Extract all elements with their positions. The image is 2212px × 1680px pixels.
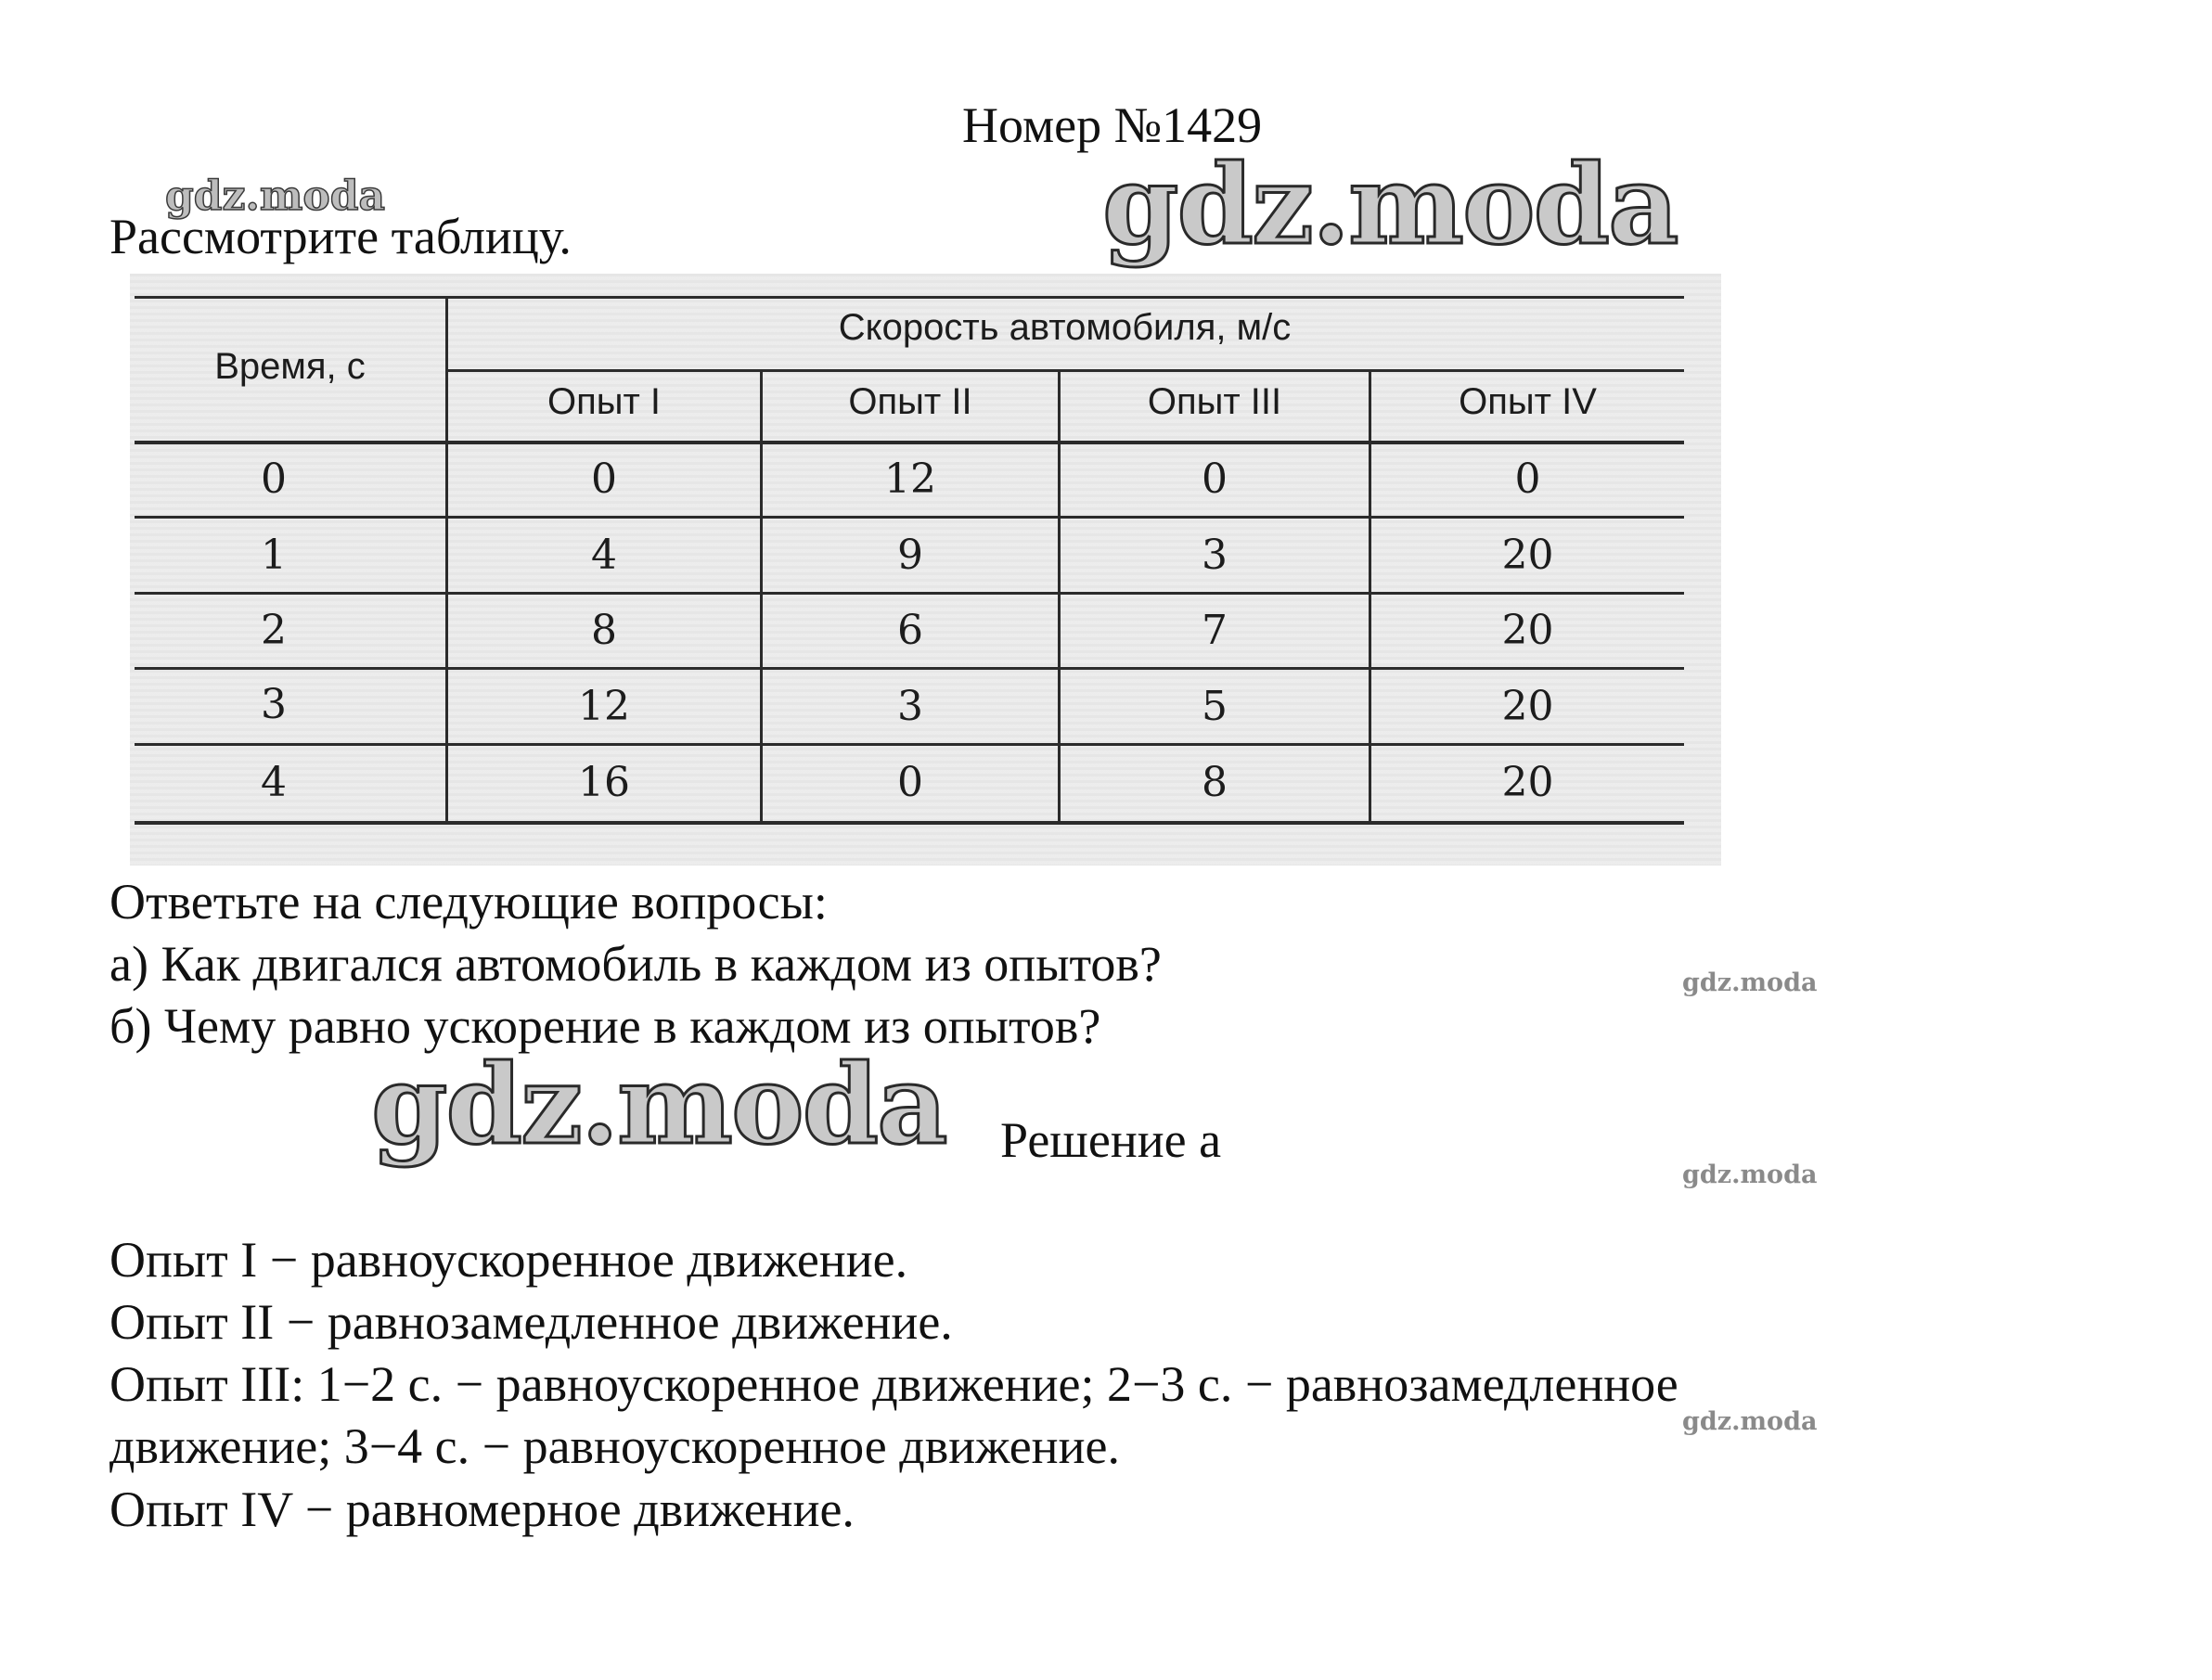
- table-cell: 20: [1501, 759, 1554, 806]
- table-cell: 9: [897, 532, 923, 579]
- experiment-header: Опыт III: [1147, 381, 1282, 422]
- experiment-header: Опыт II: [848, 381, 972, 422]
- table-cell: 0: [1514, 455, 1541, 503]
- table-cell: 3: [897, 683, 923, 730]
- table-rule: [135, 516, 1684, 519]
- table-rule: [445, 369, 1684, 372]
- solution-title: Решение а: [1000, 1112, 1222, 1168]
- watermark-logo: gdz.moda: [1682, 1161, 1818, 1189]
- experiment-header: Опыт I: [547, 381, 662, 422]
- questions-header: Ответьте на следующие вопросы:: [109, 874, 828, 930]
- table-rule: [135, 743, 1684, 746]
- table-rule: [1369, 369, 1371, 825]
- solution-line: Опыт II − равнозамедленное движение.: [109, 1294, 953, 1350]
- table-cell: 6: [897, 607, 923, 654]
- scanned-table: [130, 274, 1721, 866]
- table-rule: [135, 821, 1684, 825]
- table-cell: 0: [591, 455, 617, 503]
- question-a: а) Как двигался автомобиль в каждом из опытов?: [109, 936, 1162, 992]
- table-cell: 12: [884, 455, 936, 503]
- table-cell: 5: [1202, 683, 1228, 730]
- table-cell: 0: [897, 759, 923, 806]
- table-cell-time: 2: [261, 607, 287, 654]
- question-b: б) Чему равно ускорение в каждом из опытов?: [109, 998, 1101, 1054]
- table-rule: [135, 441, 1684, 444]
- table-rule: [760, 369, 763, 825]
- solution-line: Опыт IV − равномерное движение.: [109, 1481, 855, 1537]
- solution-line: движение; 3−4 с. − равноускоренное движение.: [109, 1418, 1120, 1474]
- table-cell: 20: [1501, 607, 1554, 654]
- table-rule: [135, 667, 1684, 670]
- table-cell: 12: [578, 683, 630, 730]
- table-rule: [1058, 369, 1061, 825]
- watermark-logo: gdz.moda: [371, 1040, 946, 1169]
- table-cell: 8: [591, 607, 617, 654]
- watermark-logo: gdz.moda: [1682, 1407, 1818, 1436]
- table-cell: 7: [1202, 607, 1228, 654]
- solution-line: Опыт I − равноускоренное движение.: [109, 1232, 908, 1288]
- time-header: Время, с: [214, 346, 366, 387]
- watermark-logo: gdz.moda: [165, 173, 386, 220]
- table-rule: [135, 296, 1684, 299]
- watermark-logo: gdz.moda: [1682, 968, 1818, 997]
- table-cell: 20: [1501, 683, 1554, 730]
- intro-text: Рассмотрите таблицу.: [109, 209, 572, 264]
- watermark-logo: gdz.moda: [1102, 140, 1678, 269]
- table-cell: 16: [578, 759, 630, 806]
- table-cell: 3: [1202, 532, 1228, 579]
- page-title: Номер №1429: [962, 97, 1263, 153]
- table-cell: 4: [591, 532, 617, 579]
- speed-header: Скорость автомобиля, м/с: [838, 307, 1292, 348]
- table-cell: 0: [1202, 455, 1228, 503]
- experiment-header: Опыт IV: [1459, 381, 1597, 422]
- table-cell: 20: [1501, 532, 1554, 579]
- solution-line: Опыт III: 1−2 с. − равноускоренное движение; 2−3 с. − равнозамедленное: [109, 1356, 1678, 1412]
- table-cell-time: 3: [261, 681, 287, 728]
- table-cell-time: 0: [261, 455, 287, 503]
- table-cell-time: 4: [261, 759, 287, 806]
- table-rule: [135, 592, 1684, 595]
- table-cell-time: 1: [261, 532, 287, 579]
- table-cell: 8: [1202, 759, 1228, 806]
